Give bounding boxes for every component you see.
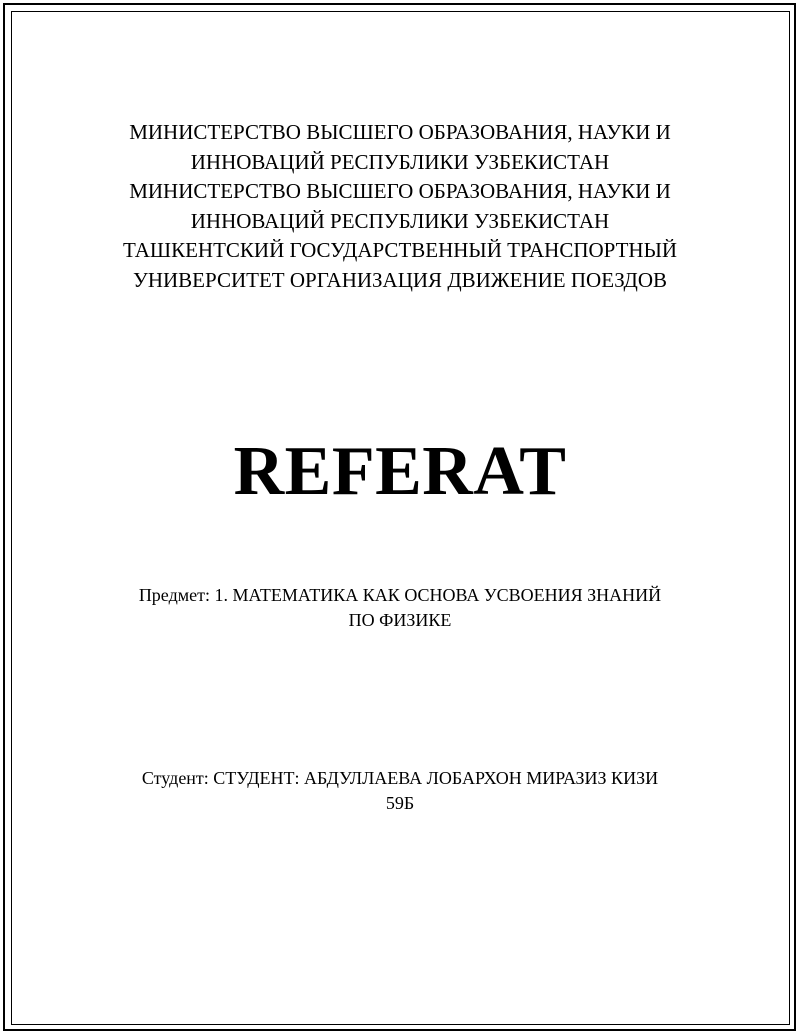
- student-line: Студент: СТУДЕНТ: АБДУЛЛАЕВА ЛОБАРХОН МИРАЗИЗ КИЗИ: [141, 768, 659, 788]
- subject-line: ПО ФИЗИКЕ: [348, 610, 452, 630]
- document-title: REFERAT: [233, 433, 567, 510]
- subject-line: Предмет: 1. МАТЕМАТИКА КАК ОСНОВА УСВОЕНИЯ ЗНАНИЙ: [138, 585, 662, 605]
- header-line: ИННОВАЦИЙ РЕСПУБЛИКИ УЗБЕКИСТАН: [190, 208, 610, 233]
- header-line: УНИВЕРСИТЕТ ОРГАНИЗАЦИЯ ДВИЖЕНИЕ ПОЕЗДОВ: [132, 267, 668, 292]
- header-line: МИНИСТЕРСТВО ВЫСШЕГО ОБРАЗОВАНИЯ, НАУКИ И: [129, 179, 671, 203]
- header-line: ИННОВАЦИЙ РЕСПУБЛИКИ УЗБЕКИСТАН: [190, 149, 610, 174]
- institution-header: [0, 118, 800, 295]
- student-block: [0, 766, 800, 816]
- header-line: МИНИСТЕРСТВО ВЫСШЕГО ОБРАЗОВАНИЯ, НАУКИ И: [129, 120, 671, 144]
- subject-block: [0, 583, 800, 633]
- header-line: ТАШКЕНТСКИЙ ГОСУДАРСТВЕННЫЙ ТРАНСПОРТНЫЙ: [122, 238, 678, 262]
- student-group: 59Б: [385, 793, 415, 813]
